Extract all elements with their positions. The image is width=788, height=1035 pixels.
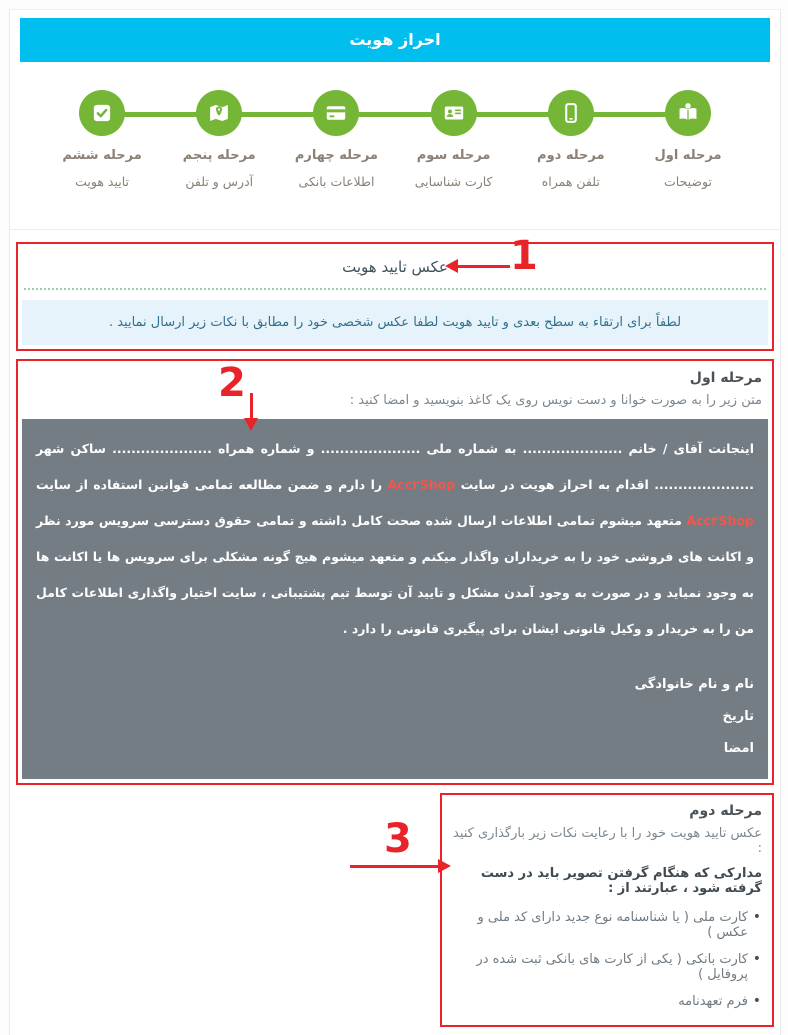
step-two-heading: مرحله دوم: [689, 803, 762, 819]
statement-part-1: اینجانت آقای / خانم ..................... به شماره ملی ..................... و شماره همراه ..................... ساکن شهر ..................... اقدام به احراز هویت در سایت: [36, 441, 754, 492]
step-5-address-phone[interactable]: [169, 90, 269, 189]
document-item: • فرم تعهدنامه: [450, 988, 764, 1015]
document-item: • کارت ملی ( یا شناسنامه نوع جدید دارای کد ملی و عکس ): [450, 904, 764, 946]
step-label: مرحله اول: [654, 148, 722, 163]
credit-card-icon: [313, 90, 359, 136]
step-label: مرحله سوم: [416, 148, 491, 163]
step-label: مرحله ششم: [62, 148, 142, 163]
statement-part-3: متعهد میشوم تمامی اطلاعات ارسال شده صحت کامل داشته و تمامی حقوق دسترسی سرویس مورد نظر و اکانت های فروشی خود را به خریداران واگذار میکنم و متعهد میشوم هیچ گونه مشکلی برای سرویس ها یا اکانت ها به وجود نمیاید و در صورت به وجود آمدن مشکل و تایید آن توسط تیم پشتیبانی ، سایت اختیار واگذاری اطلاعات کامل من را به خریدار و وکیل قانونی ایشان برای پیگیری قانونی را دارد .: [36, 513, 754, 636]
stepper: [10, 62, 780, 229]
map-pin-icon: [196, 90, 242, 136]
step-label: مرحله دوم: [537, 148, 605, 163]
open-book-icon: [665, 90, 711, 136]
step-4-bank-info[interactable]: [286, 90, 386, 189]
step-sublabel: اطلاعات بانکی: [298, 174, 375, 189]
documents-heading: مدارکی که هنگام گرفتن تصویر باید در دست گرفته شود ، عبارتند از :: [480, 866, 762, 896]
page-title: احراز هویت: [349, 30, 441, 49]
step-3-id-card[interactable]: [404, 90, 504, 189]
signature-line-sign: امضا: [723, 741, 754, 756]
page-frame: [9, 9, 781, 1035]
brand-name: Acc۲Shop: [387, 477, 456, 492]
step-one-instruction: متن زیر را به صورت خوانا و دست نویس روی یک کاغذ بنویسید و امضا کنید :: [349, 393, 762, 408]
step-1-descriptions[interactable]: [638, 90, 738, 189]
annotation-arrow-down-icon: [250, 393, 253, 419]
annotation-number-1: 1: [510, 233, 538, 279]
step-2-mobile-phone[interactable]: [521, 90, 621, 189]
document-item: • کارت بانکی ( یکی از کارت های بانکی ثبت شده در پروفایل ): [450, 946, 764, 988]
step-label: مرحله پنجم: [182, 148, 256, 163]
signature-line-name: نام و نام خانوادگی: [634, 677, 754, 692]
id-card-icon: [431, 90, 477, 136]
annotation-number-3: 3: [384, 816, 412, 862]
signature-line-date: تاریخ: [722, 709, 754, 724]
step-sublabel: توضیحات: [664, 174, 712, 189]
dotted-divider: [24, 288, 766, 290]
check-square-icon: [79, 90, 125, 136]
step-sublabel: تلفن همراه: [541, 174, 600, 189]
photo-verification-section: [16, 233, 774, 351]
annotation-number-2: 2: [218, 360, 246, 406]
smartphone-icon: [548, 90, 594, 136]
step-one-section: [16, 359, 774, 785]
step-two-instruction: عکس تایید هویت خود را با رعایت نکات زیر بارگذاری کنید :: [453, 826, 762, 856]
annotation-arrow-right-icon: [350, 865, 438, 868]
annotation-arrow-left-icon: [458, 265, 510, 268]
statement-part-2: را دارم و ضمن مطالعه تمامی قوانین استفاده از سایت: [36, 477, 383, 492]
step-6-identity-confirm[interactable]: [52, 90, 152, 189]
step-two-section: [440, 793, 774, 1027]
step-sublabel: تایید هویت: [75, 174, 129, 189]
signature-block: [36, 669, 754, 765]
commitment-statement: [22, 419, 768, 779]
step-label: مرحله چهارم: [294, 148, 378, 163]
step-sublabel: آدرس و تلفن: [185, 174, 254, 189]
info-alert: لطفاً برای ارتقاء به سطح بعدی و تایید هویت لطفا عکس شخصی خود را مطابق با نکات زیر ارسال نمایید .: [22, 300, 768, 345]
step-sublabel: کارت شناسایی: [414, 174, 493, 189]
brand-name: Acc۲Shop: [686, 513, 754, 528]
page-header: [20, 18, 770, 62]
section-title: عکس تایید هویت: [342, 258, 448, 276]
step-two-row: [16, 793, 774, 1027]
step-one-heading: مرحله اول: [689, 370, 762, 386]
